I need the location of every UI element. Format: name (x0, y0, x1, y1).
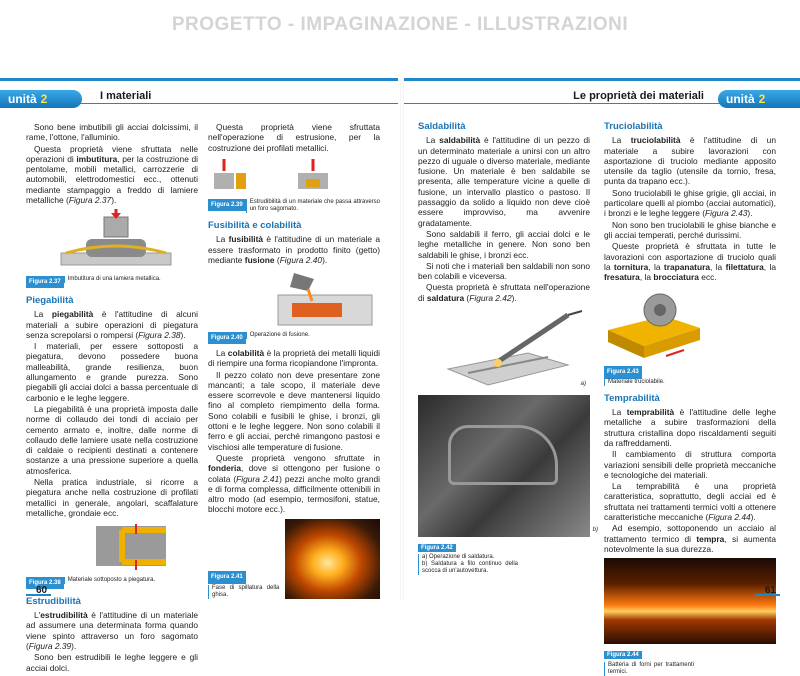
paragraph: Sono saldabili il ferro, gli acciai dolci e le leghe metalliche in genere. Non sono ben saldabili le ghise, i bronzi ecc. (418, 228, 590, 260)
foundry-photo (285, 519, 380, 599)
left-column-2 (208, 122, 380, 603)
caption-text: a) Operazione di saldatura. (418, 554, 518, 561)
bending-illustration (26, 522, 198, 572)
welding-illustration (418, 307, 590, 391)
figure-tag: Figura 2.38 (26, 577, 64, 589)
figure-tag: Figura 2.39 (208, 199, 246, 211)
section-heading: Estrudibilità (26, 595, 81, 607)
unit-number: 2 (758, 92, 766, 106)
caption-text: Fase di spillatura della ghisa. (208, 585, 279, 599)
figure-tag: Figura 2.40 (208, 332, 246, 344)
figure-2-42b (418, 395, 598, 537)
figure-2-43 (604, 286, 776, 364)
figure-2-41 (208, 519, 380, 599)
figure-tag: Figura 2.41 (208, 571, 246, 583)
paragraph: Questa proprietà viene sfruttata nell'operazione di estrusione, per la costruzione dei profilati metallici. (208, 122, 380, 153)
figure-caption (604, 648, 694, 675)
figure-tag: Figura 2.44 (604, 651, 642, 659)
paragraph: Si noti che i materiali ben saldabili non sono ben colabili e viceversa. (418, 260, 590, 282)
paragraph: La fusibilità è l'attitudine di un materiale a essere trasformato in prodotto finito (getto) mediante fusione (Figura 2.40). (208, 234, 380, 266)
figure-caption (26, 276, 198, 288)
milling-illustration (604, 286, 704, 364)
banner-title: PROGETTO - IMPAGINAZIONE - ILLUSTRAZIONI (171, 14, 629, 35)
paragraph: Non sono ben truciolabili le ghise bianche e gli acciai temperati, perché durissimi. (604, 219, 776, 240)
section-heading: Piegabilità (26, 294, 74, 306)
unit-label: unità (8, 92, 37, 106)
figure-2-39 (208, 157, 380, 213)
paragraph: Nella pratica industriale, si ricorre a piegatura anche nella costruzione di profilati metallici in generale, angolari, scaffalature metalliche, grondaie ecc. (26, 477, 198, 518)
unit-label: unità (726, 92, 755, 106)
paragraph: Questa proprietà è sfruttata nell'operazione di saldatura (Figura 2.42). (418, 282, 590, 303)
paragraph: La colabilità è la proprietà dei metalli liquidi di riempire una forma ricopiandone l'impronta. (208, 347, 380, 369)
right-column-2 (604, 122, 776, 676)
subfigure-label: a) (580, 380, 586, 387)
paragraph: L'estrudibilità è l'attitudine di un materiale ad assumere una determinata forma quando viene spinto attraverso un foro sagomato (Figura 2.39). (26, 610, 198, 651)
caption-text: Materiale truciolabile. (604, 379, 665, 386)
right-header (404, 78, 800, 104)
left-header (0, 78, 398, 104)
paragraph: Ad esempio, sottoponendo un acciaio al trattamento termico di tempra, si aumenta notevolmente la sua durezza. (604, 523, 776, 554)
chapter-title: I materiali (100, 90, 152, 102)
paragraph: Questa proprietà viene sfruttata nelle operazioni di imbutitura, per la costruzione di pentolame, mobili metallici, carrozzerie di automobili, elettrodomestici ecc., ottenuti mediante stampaggio a freddo di lamiere metalliche (Figura 2.37). (26, 143, 198, 206)
page-number: 60 (36, 585, 48, 596)
figure-2-42a (418, 307, 590, 391)
figure-2-40 (208, 269, 380, 344)
paragraph: La piegabilità è una proprietà imposta dalle norme di collaudo dei tondi di acciaio per cemento armato e, inoltre, dalle norme di collaudo delle lamiere usate nella costruzione di caldaie o recipienti destinati a contenere sostanze a una pressione superiore a quella atmosferica. (26, 403, 198, 476)
paragraph: La temprabilità è una proprietà caratteristica, soprattutto, degli acciai ed è sfruttata nei trattamenti termici volti a ottenere caratteristiche meccaniche (Figura 2.44). (604, 481, 776, 523)
figure-caption (26, 577, 198, 589)
unit-number: 2 (40, 92, 48, 106)
caption-text: b) Saldatura a filo continuo della scocca di un'autovettura. (418, 561, 518, 575)
car-body-photo (448, 425, 558, 485)
figure-2-38 (26, 522, 198, 589)
paragraph: La truciolabilità è l'attitudine di un materiale a subire lavorazioni con asportazione di truciolo mediante apposito utensile da taglio (utensile da tornio, fresa, punta da trapano ecc.). (604, 135, 776, 187)
paragraph: Sono bene imbutibili gli acciai dolcissimi, il rame, l'ottone, l'alluminio. (26, 122, 198, 143)
figure-caption (208, 199, 380, 213)
right-page (404, 78, 800, 675)
paragraph: Il pezzo colato non deve presentare zone mancanti; a tale scopo, il materiale deve essere scorrevole e deve mantenersi liquido fino al completo riempimento della forma. Sono colabili e fusibili le ghise, i bronzi, gli ottoni e le leghe leggere. Non sono colabili il ferro e gli acciai, perché rimangono pastosi e vischiosi alle temperature di fusione. (208, 369, 380, 452)
figure-caption (604, 379, 776, 386)
figure-tag: Figura 2.42 (418, 544, 456, 552)
caption-text: Operazione di fusione. (246, 332, 310, 339)
left-column-1 (26, 122, 198, 674)
furnace-photo (604, 558, 776, 644)
paragraph: I materiali, per essere sottoposti a piegatura, devono possedere buona malleabilità, grande resilienza, buon allungamento e grande purezza. Sono piegabili gli acciai dolci a bassa percentuale di carbonio e le leghe leggere. (26, 341, 198, 403)
book-spread (0, 78, 800, 675)
section-heading: Truciolabilità (604, 121, 663, 132)
figure-caption (208, 570, 279, 598)
drawing-press-illustration (26, 209, 198, 271)
casting-illustration (208, 269, 380, 327)
figure-caption (418, 541, 518, 575)
section-heading: Fusibilità e colabilità (208, 220, 302, 232)
caption-text: Estrudibilità di un materiale che passa attraverso un foro sagomato. (246, 199, 380, 213)
paragraph: La saldabilità è l'attitudine di un pezzo di un determinato materiale a unirsi con un altro pezzo di uguale o diverso materiale, mediante fusione. Un materiale è ben saldabile se presenta, alle temperature vicine a quelle di fusione, un intervallo plastico o pastoso. Il passaggio da solido a liquido non deve cioè essere improvviso, ma avvenire gradatamente. (418, 135, 590, 228)
caption-text: Batteria di forni per trattamenti termici. (604, 662, 694, 676)
chapter-title: Le proprietà dei materiali (573, 90, 704, 102)
figure-tag: Figura 2.43 (604, 366, 642, 378)
paragraph: Sono truciolabili le ghise grigie, gli acciai, in particolare quelli al piombo (acciai automatici), i bronzi e le leghe leggere (Figura 2.43). (604, 187, 776, 219)
paragraph: Sono ben estrudibili le leghe leggere e gli acciai dolci. (26, 652, 198, 673)
caption-text: Imbutitura di una lamiera metallica. (64, 276, 161, 283)
extrusion-illustration (208, 157, 380, 195)
paragraph: Queste proprietà vengono sfruttate in fonderia, dove si ottengono per fusione o colata (Figura 2.41) pezzi anche molto grandi e di forma complessa, difficilmente ottenibili in altro modo (ad esempio, termosifoni, statue, blocchi motore ecc.). (208, 452, 380, 515)
caption-text: Materiale sottoposto a piegatura. (64, 577, 155, 584)
unit-tab (718, 90, 800, 108)
right-column-1 (418, 121, 598, 575)
section-heading: Saldabilità (418, 121, 466, 132)
paragraph: Il cambiamento di struttura comporta variazioni sensibili delle proprietà meccaniche e tecnologiche dei materiali. (604, 449, 776, 480)
paragraph: La piegabilità è l'attitudine di alcuni materiali a subire operazioni di piegatura senza screpolarsi o rompersi (Figura 2.38). (26, 309, 198, 340)
left-page (0, 78, 400, 673)
subfigure-label: b) (592, 526, 598, 533)
figure-caption (604, 366, 776, 378)
unit-tab (0, 90, 82, 108)
page-number: 61 (764, 585, 776, 596)
section-heading: Temprabilità (604, 392, 660, 404)
figure-2-37 (26, 209, 198, 288)
figure-tag: Figura 2.37 (26, 276, 64, 288)
paragraph: La temprabilità è l'attitudine delle leghe metalliche a subire trasformazioni della struttura cristallina dopo riscaldamenti seguiti da raffreddamenti. (604, 407, 776, 448)
figure-caption (208, 332, 380, 344)
paragraph: Queste proprietà è sfruttata in tutte le lavorazioni con asportazione di truciolo quali la tornitura, la trapanatura, la filettatura, la fresatura, la brocciatura ecc. (604, 241, 776, 283)
